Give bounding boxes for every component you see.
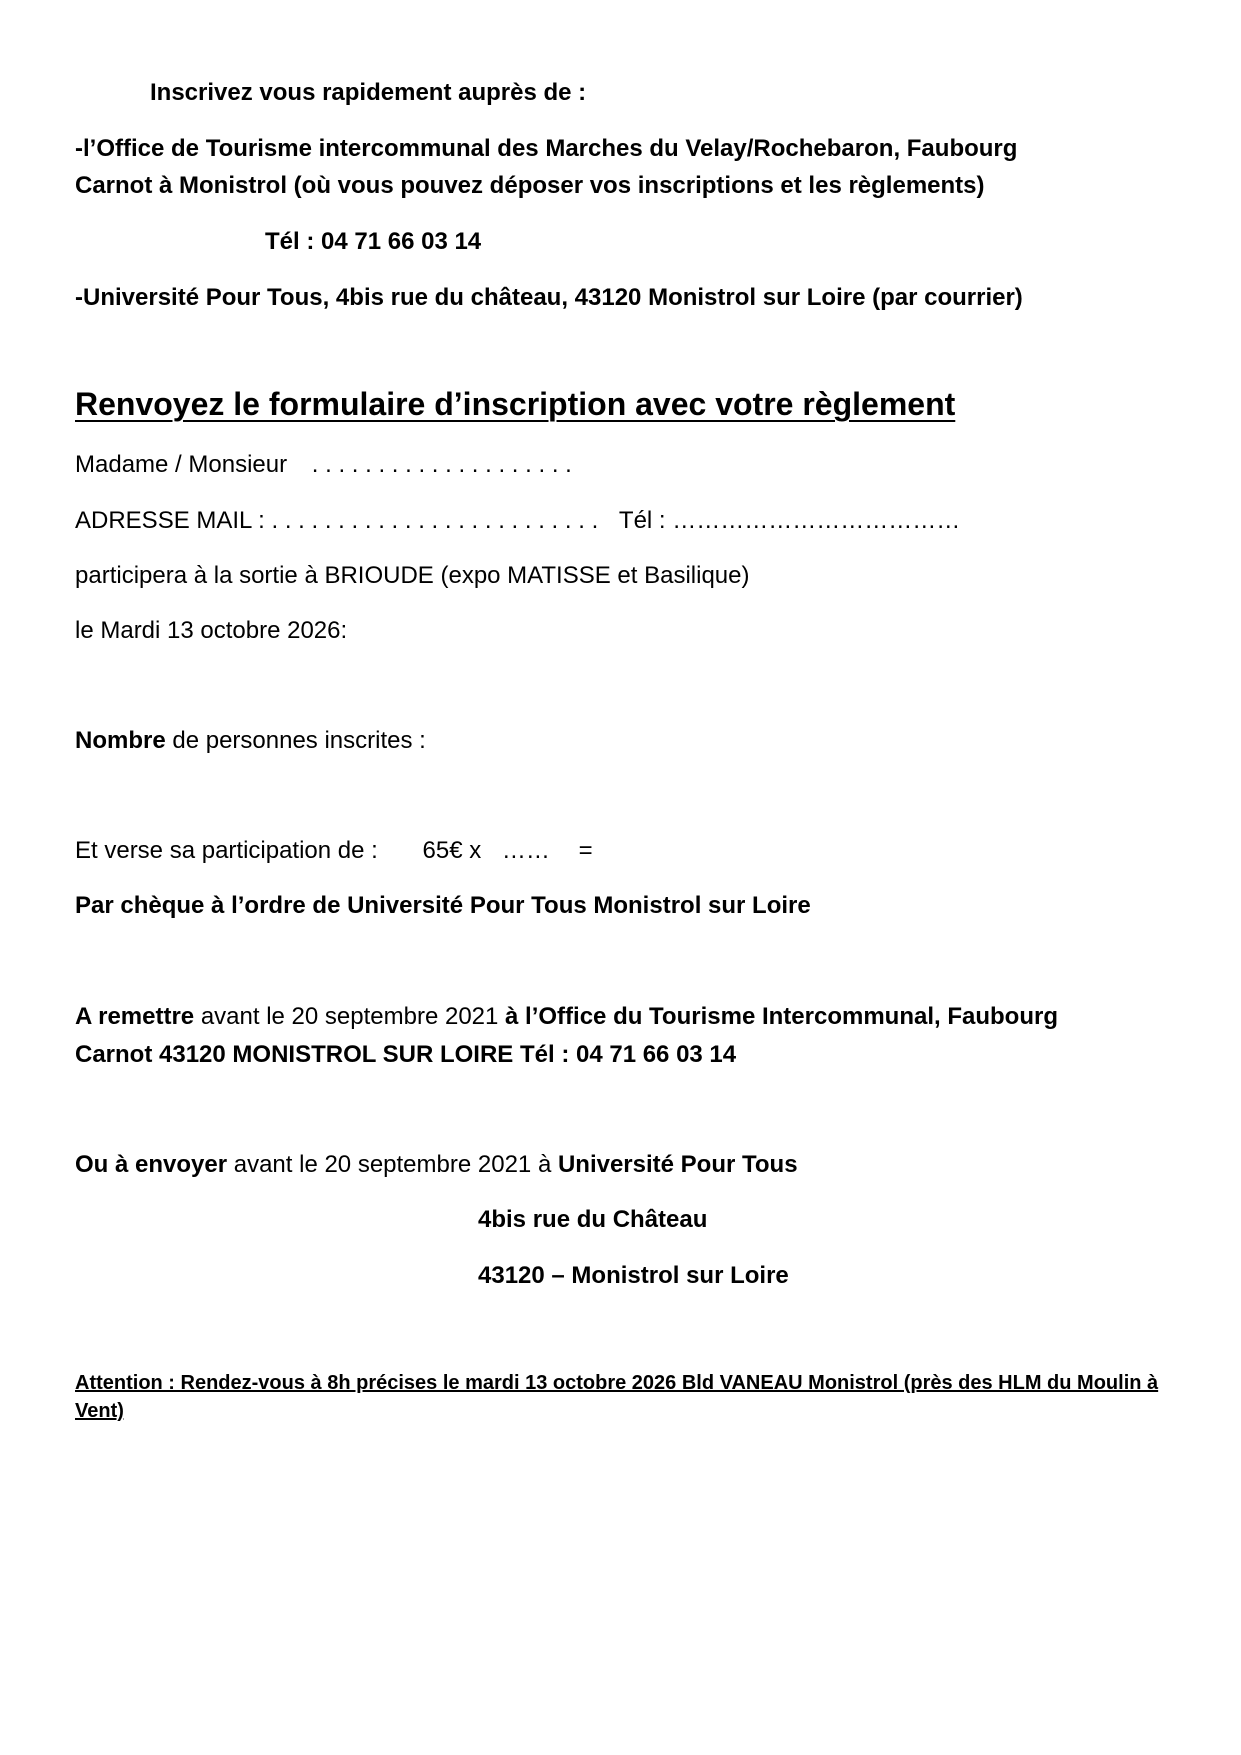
envoi-bold-1: Ou à envoyer [75,1151,228,1178]
remise-bold-1: A remettre [75,1003,195,1030]
attention-note: Attention : Rendez-vous à 8h précises le mardi 13 octobre 2026 Bld VANEAU Monistrol (près des HLM du Moulin à Vent) [75,1372,1159,1422]
office-line-2: Carnot à Monistrol (où vous pouvez déposer vos inscriptions et les règlements) [75,172,985,199]
date-line: le Mardi 13 octobre 2026: [75,617,348,644]
envoi-bold-2: Université Pour Tous [557,1151,798,1178]
intro-title: Inscrivez vous rapidement auprès de : [150,79,587,106]
email-row [75,504,960,538]
universite-address: -Université Pour Tous, 4bis rue du château, 43120 Monistrol sur Loire (par courrier) [75,284,1023,311]
envoi-address-2: 43120 – Monistrol sur Loire [478,1262,789,1289]
remise-line-1 [75,1000,1058,1034]
office-line-1: -l’Office de Tourisme intercommunal des Marches du Velay/Rochebaron, Faubourg [75,135,1018,162]
office-phone: Tél : 04 71 66 03 14 [265,228,482,255]
nombre-label-bold: Nombre [75,727,166,754]
envoi-normal-1: avant le 20 septembre 2021 à [227,1151,558,1178]
verse-quantity-field: …… [501,837,550,864]
envoi-line-1 [75,1148,798,1182]
form-heading: Renvoyez le formulaire d’inscription avec votre règlement [75,386,956,422]
verse-label: Et verse sa participation de : [75,837,378,864]
email-field: ADRESSE MAIL : . . . . . . . . . . . . . . . . . . . . . . . . . [75,507,599,534]
participation-line: participera à la sortie à BRIOUDE (expo MATISSE et Basilique) [75,562,750,589]
verse-equals: = [578,837,593,864]
cheque-line: Par chèque à l’ordre de Université Pour Tous Monistrol sur Loire [75,892,811,919]
verse-price: 65€ x [422,837,482,864]
envoi-address-1: 4bis rue du Château [478,1206,708,1233]
verse-row [75,834,593,868]
remise-line-2: Carnot 43120 MONISTROL SUR LOIRE Tél : 04 71 66 03 14 [75,1041,737,1068]
civility-field: . . . . . . . . . . . . . . . . . . . . [311,451,572,478]
remise-bold-2: à l’Office du Tourisme Intercommunal, Faubourg [505,1003,1058,1030]
nombre-label-rest: de personnes inscrites : [165,727,426,754]
civility-label: Madame / Monsieur [75,451,288,478]
civility-row [75,448,572,482]
nombre-row [75,724,426,758]
remise-normal-1: avant le 20 septembre 2021 [194,1003,506,1030]
phone-field: Tél : ……………………………… [618,507,961,534]
